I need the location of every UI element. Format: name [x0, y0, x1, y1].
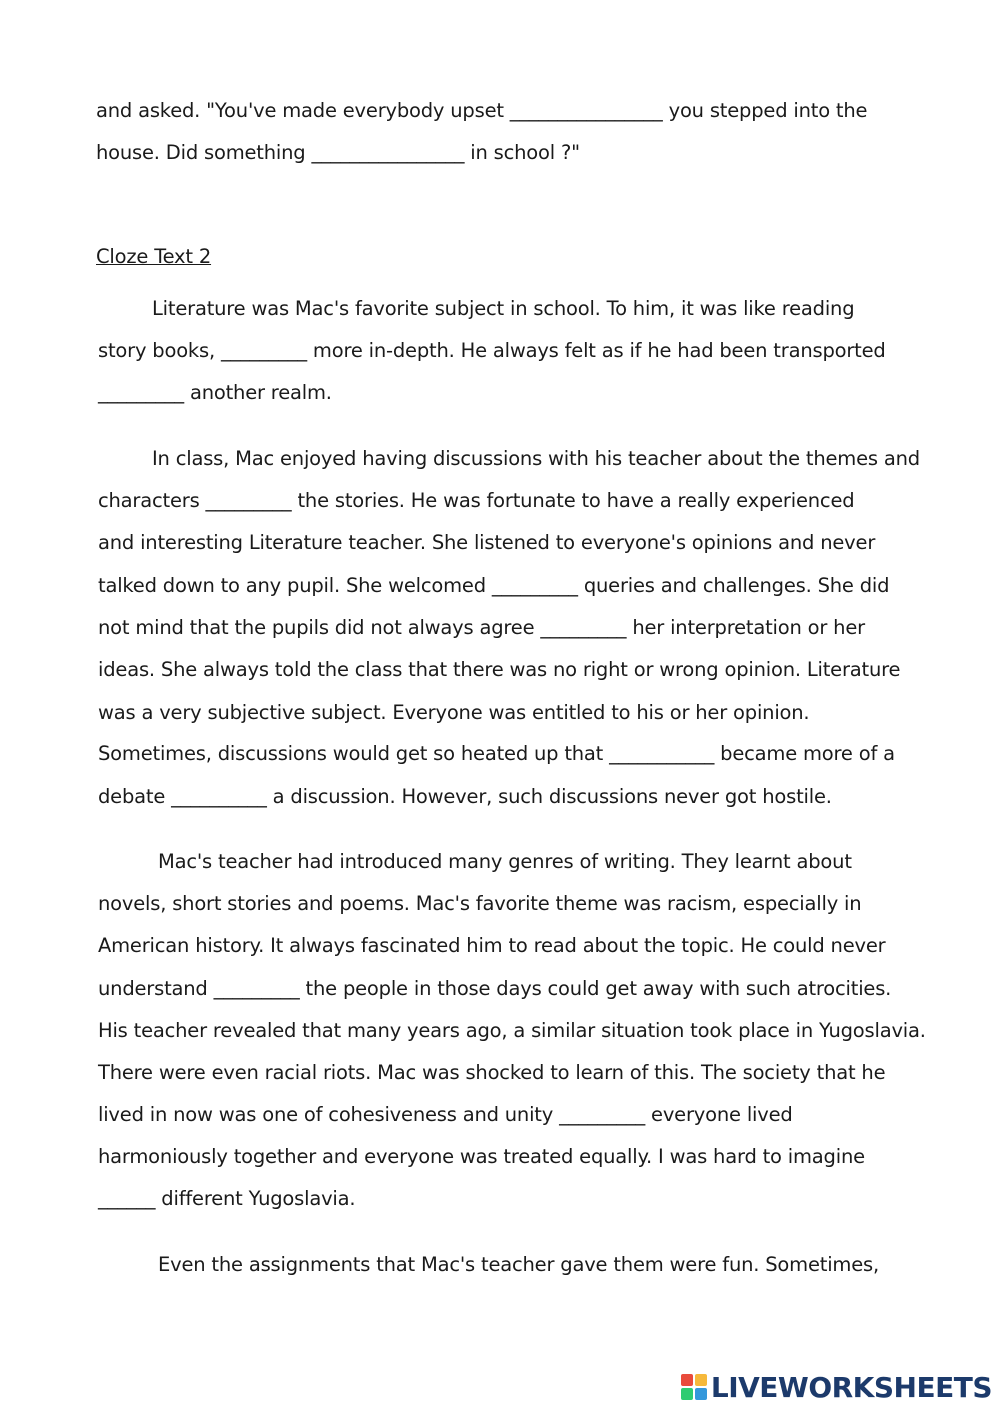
text-line: American history. It always fascinated him to read about the topic. He could never [98, 934, 886, 957]
logo-blocks-icon [681, 1374, 707, 1400]
text-line: In class, Mac enjoyed having discussions with his teacher about the themes and [152, 447, 920, 470]
text-line: Sometimes, discussions would get so heated up that ___________ became more of a [98, 742, 895, 765]
text-line: and interesting Literature teacher. She listened to everyone's opinions and never [98, 531, 876, 554]
logo-block [681, 1374, 693, 1386]
text-line: ideas. She always told the class that there was no right or wrong opinion. Literature [98, 658, 901, 681]
text-line: harmoniously together and everyone was treated equally. I was hard to imagine [98, 1145, 865, 1168]
logo-block [695, 1374, 707, 1386]
text-line: _________ another realm. [98, 381, 332, 404]
text-line: house. Did something ________________ in school ?" [96, 141, 580, 164]
text-line: There were even racial riots. Mac was shocked to learn of this. The society that he [98, 1061, 886, 1084]
text-line: characters _________ the stories. He was fortunate to have a really experienced [98, 489, 855, 512]
text-line: not mind that the pupils did not always agree _________ her interpretation or her [98, 616, 865, 639]
section-heading: Cloze Text 2 [96, 245, 212, 268]
text-line: Mac's teacher had introduced many genres of writing. They learnt about [158, 850, 852, 873]
logo-block [695, 1388, 707, 1400]
text-line: was a very subjective subject. Everyone was entitled to his or her opinion. [98, 701, 810, 724]
liveworksheets-logo [681, 1367, 992, 1407]
text-line: and asked. "You've made everybody upset ________________ you stepped into the [96, 99, 868, 122]
text-line: understand _________ the people in those days could get away with such atrocities. [98, 977, 892, 1000]
text-line: Literature was Mac's favorite subject in school. To him, it was like reading [152, 297, 855, 320]
text-line: ______ different Yugoslavia. [98, 1187, 356, 1210]
text-line: lived in now was one of cohesiveness and unity _________ everyone lived [98, 1103, 793, 1126]
logo-block [681, 1388, 693, 1400]
text-line: Even the assignments that Mac's teacher gave them were fun. Sometimes, [158, 1253, 879, 1276]
text-line: debate __________ a discussion. However, such discussions never got hostile. [98, 785, 832, 808]
text-line: novels, short stories and poems. Mac's favorite theme was racism, especially in [98, 892, 862, 915]
text-line: story books, _________ more in-depth. He always felt as if he had been transported [98, 339, 886, 362]
text-line: His teacher revealed that many years ago, a similar situation took place in Yugoslavia. [98, 1019, 926, 1042]
logo-text: LIVEWORKSHEETS [710, 1370, 992, 1404]
text-line: talked down to any pupil. She welcomed _________ queries and challenges. She did [98, 574, 890, 597]
